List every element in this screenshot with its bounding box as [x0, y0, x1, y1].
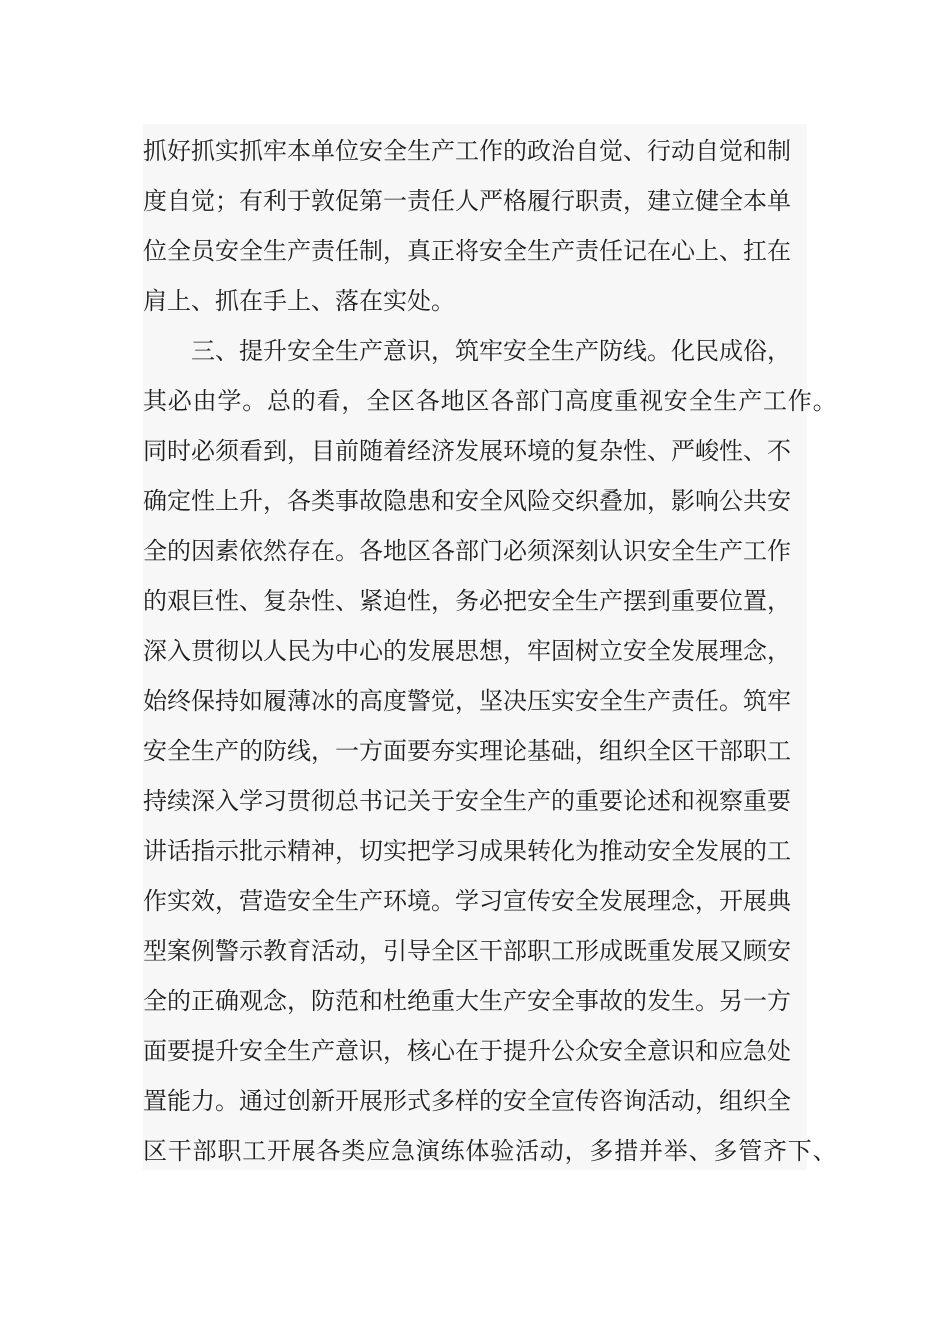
- text-line: 讲话指示批示精神，切实把学习成果转化为推动安全发展的工: [143, 837, 791, 865]
- text-line: 其必由学。总的看，全区各地区各部门高度重视安全生产工作。: [143, 387, 838, 415]
- body-text: [143, 124, 838, 1170]
- text-line: 区干部职工开展各类应急演练体验活动，多措并举、多管齐下、: [143, 1137, 838, 1165]
- text-line: 确定性上升，各类事故隐患和安全风险交织叠加，影响公共安: [143, 487, 791, 515]
- text-line: 深入贯彻以人民为中心的发展思想，牢固树立安全发展理念，: [143, 637, 791, 665]
- text-line: 同时必须看到，目前随着经济发展环境的复杂性、严峻性、不: [143, 437, 791, 465]
- text-line: 肩上、抓在手上、落在实处。: [143, 287, 455, 315]
- text-line: 位全员安全生产责任制，真正将安全生产责任记在心上、扛在: [143, 237, 791, 265]
- text-line: 的艰巨性、复杂性、紧迫性，务必把安全生产摆到重要位置，: [143, 587, 791, 615]
- text-line: 面要提升安全生产意识，核心在于提升公众安全意识和应急处: [143, 1037, 791, 1065]
- text-line: 型案例警示教育活动，引导全区干部职工形成既重发展又顾安: [143, 937, 791, 965]
- text-line: 全的因素依然存在。各地区各部门必须深刻认识安全生产工作: [143, 537, 791, 565]
- text-line: 始终保持如履薄冰的高度警觉，坚决压实安全生产责任。筑牢: [143, 687, 791, 715]
- text-line: 全的正确观念，防范和杜绝重大生产安全事故的发生。另一方: [143, 987, 791, 1015]
- text-line: 置能力。通过创新开展形式多样的安全宣传咨询活动，组织全: [143, 1087, 791, 1115]
- text-line: 作实效，营造安全生产环境。学习宣传安全发展理念，开展典: [143, 887, 791, 915]
- text-line: 安全生产的防线，一方面要夯实理论基础，组织全区干部职工: [143, 737, 791, 765]
- section-heading-line: 三、提升安全生产意识，筑牢安全生产防线。化民成俗，: [191, 337, 791, 365]
- text-line: 抓好抓实抓牢本单位安全生产工作的政治自觉、行动自觉和制: [143, 137, 791, 165]
- text-line: 持续深入学习贯彻总书记关于安全生产的重要论述和视察重要: [143, 787, 791, 815]
- text-line: 度自觉；有利于敦促第一责任人严格履行职责，建立健全本单: [143, 187, 791, 215]
